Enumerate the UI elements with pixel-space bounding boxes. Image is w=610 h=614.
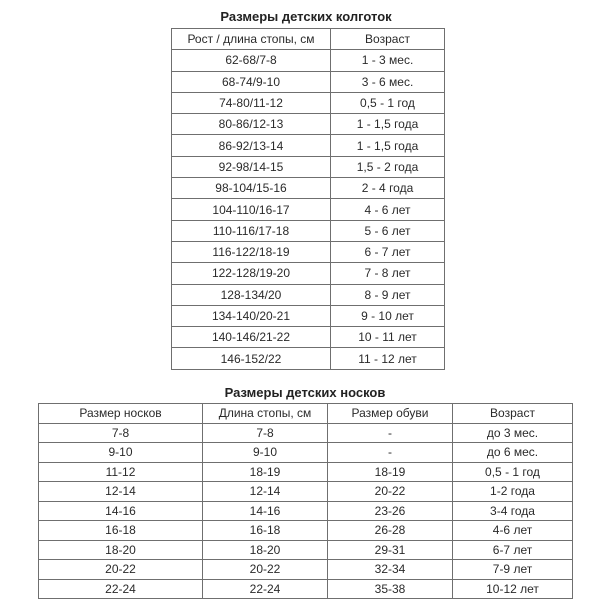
- table-cell: 4 - 6 лет: [331, 199, 445, 220]
- table-cell: 110-116/17-18: [172, 220, 331, 241]
- column-header: Рост / длина стопы, см: [172, 29, 331, 50]
- table-cell: 8 - 9 лет: [331, 284, 445, 305]
- table-cell: 98-104/15-16: [172, 178, 331, 199]
- table-cell: 9-10: [39, 443, 203, 463]
- table-cell: 11 - 12 лет: [331, 348, 445, 369]
- table-cell: 7 - 8 лет: [331, 263, 445, 284]
- table-row: [172, 178, 445, 199]
- table-row: [172, 199, 445, 220]
- table-row: [172, 220, 445, 241]
- table-row: [39, 521, 573, 541]
- table-cell: 14-16: [203, 501, 328, 521]
- table-cell: 6-7 лет: [453, 540, 573, 560]
- table-row: [172, 92, 445, 113]
- table-row: [172, 71, 445, 92]
- table-cell: 18-20: [39, 540, 203, 560]
- table-cell: 1-2 года: [453, 482, 573, 502]
- table-cell: 7-8: [203, 423, 328, 443]
- table-row: [172, 284, 445, 305]
- table-cell: до 6 мес.: [453, 443, 573, 463]
- tights-size-table: [171, 28, 445, 370]
- table-row: [39, 560, 573, 580]
- table-cell: 32-34: [328, 560, 453, 580]
- table-row: [39, 443, 573, 463]
- table-cell: 4-6 лет: [453, 521, 573, 541]
- table-cell: 20-22: [328, 482, 453, 502]
- table-cell: до 3 мес.: [453, 423, 573, 443]
- socks-table-title: Размеры детских носков: [224, 385, 386, 400]
- table-row: [39, 540, 573, 560]
- table-cell: 122-128/19-20: [172, 263, 331, 284]
- table-cell: 74-80/11-12: [172, 92, 331, 113]
- table-cell: 20-22: [39, 560, 203, 580]
- table-cell: 2 - 4 года: [331, 178, 445, 199]
- table-row: [172, 241, 445, 262]
- table-row: [172, 327, 445, 348]
- table-row: [39, 482, 573, 502]
- table-cell: 18-20: [203, 540, 328, 560]
- table-cell: 86-92/13-14: [172, 135, 331, 156]
- table-cell: 6 - 7 лет: [331, 241, 445, 262]
- table-cell: 146-152/22: [172, 348, 331, 369]
- tights-table-title: Размеры детских колготок: [220, 9, 392, 24]
- column-header: Размер обуви: [328, 404, 453, 424]
- table-row: [172, 348, 445, 369]
- table-cell: 29-31: [328, 540, 453, 560]
- table-cell: 18-19: [203, 462, 328, 482]
- table-cell: 12-14: [39, 482, 203, 502]
- table-cell: 62-68/7-8: [172, 50, 331, 71]
- table-row: [172, 263, 445, 284]
- table-cell: 22-24: [203, 579, 328, 599]
- column-header: Возраст: [453, 404, 573, 424]
- table-cell: 7-8: [39, 423, 203, 443]
- column-header: Размер носков: [39, 404, 203, 424]
- table-cell: 16-18: [203, 521, 328, 541]
- table-cell: 9 - 10 лет: [331, 305, 445, 326]
- table-cell: 23-26: [328, 501, 453, 521]
- table-cell: -: [328, 443, 453, 463]
- table-row: [39, 423, 573, 443]
- table-cell: 128-134/20: [172, 284, 331, 305]
- table-cell: 104-110/16-17: [172, 199, 331, 220]
- table-cell: 35-38: [328, 579, 453, 599]
- table-row: [172, 50, 445, 71]
- table-row: [39, 462, 573, 482]
- table-cell: 1 - 1,5 года: [331, 114, 445, 135]
- table-cell: 14-16: [39, 501, 203, 521]
- table-row: [172, 305, 445, 326]
- table-cell: 0,5 - 1 год: [331, 92, 445, 113]
- socks-size-table: [38, 403, 573, 599]
- table-cell: 10-12 лет: [453, 579, 573, 599]
- table-cell: 3-4 года: [453, 501, 573, 521]
- table-cell: 1 - 1,5 года: [331, 135, 445, 156]
- table-cell: 5 - 6 лет: [331, 220, 445, 241]
- table-cell: 134-140/20-21: [172, 305, 331, 326]
- table-cell: 26-28: [328, 521, 453, 541]
- header-row: [172, 29, 445, 50]
- table-cell: -: [328, 423, 453, 443]
- table-cell: 10 - 11 лет: [331, 327, 445, 348]
- table-cell: 18-19: [328, 462, 453, 482]
- table-cell: 7-9 лет: [453, 560, 573, 580]
- header-row: [39, 404, 573, 424]
- table-cell: 16-18: [39, 521, 203, 541]
- table-row: [39, 579, 573, 599]
- table-cell: 9-10: [203, 443, 328, 463]
- table-cell: 92-98/14-15: [172, 156, 331, 177]
- column-header: Длина стопы, см: [203, 404, 328, 424]
- table-cell: 11-12: [39, 462, 203, 482]
- table-cell: 68-74/9-10: [172, 71, 331, 92]
- table-cell: 0,5 - 1 год: [453, 462, 573, 482]
- table-cell: 22-24: [39, 579, 203, 599]
- table-cell: 140-146/21-22: [172, 327, 331, 348]
- table-cell: 1,5 - 2 года: [331, 156, 445, 177]
- column-header: Возраст: [331, 29, 445, 50]
- table-cell: 1 - 3 мес.: [331, 50, 445, 71]
- table-cell: 80-86/12-13: [172, 114, 331, 135]
- table-cell: 12-14: [203, 482, 328, 502]
- table-row: [39, 501, 573, 521]
- table-row: [172, 114, 445, 135]
- table-row: [172, 135, 445, 156]
- table-cell: 116-122/18-19: [172, 241, 331, 262]
- table-cell: 20-22: [203, 560, 328, 580]
- table-cell: 3 - 6 мес.: [331, 71, 445, 92]
- table-row: [172, 156, 445, 177]
